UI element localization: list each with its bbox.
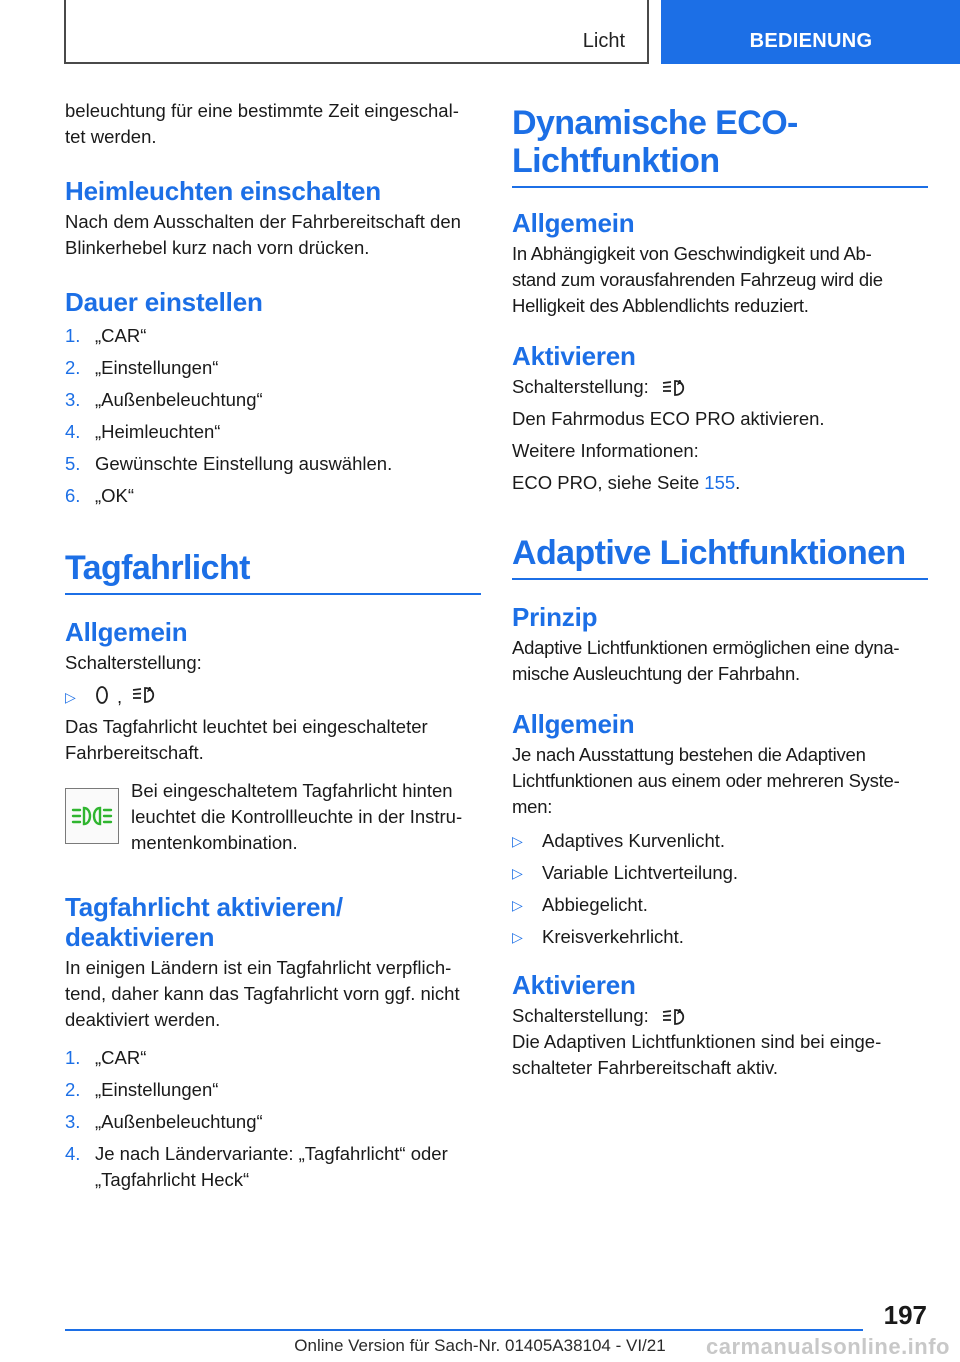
aktivieren-steps xyxy=(65,1045,481,1193)
reference-prefix: ECO PRO, siehe Seite xyxy=(512,472,705,493)
step-number: 4. xyxy=(65,421,81,442)
dauer-steps xyxy=(65,323,481,509)
heading-line: Dynamische ECO- xyxy=(512,104,798,142)
tagfahrlicht-text-1: Das Tagfahrlicht leuchtet bei eingeschalteter xyxy=(65,716,428,737)
adaptive-aktivieren-heading: Aktivieren xyxy=(512,970,636,1000)
note-line-3: mentenkombination. xyxy=(131,832,298,853)
step-text: „Einstellungen“ xyxy=(95,1079,219,1100)
auto-light-icon xyxy=(132,684,158,711)
list-item xyxy=(512,892,928,918)
switch-position-row xyxy=(65,682,481,712)
page-number: 197 xyxy=(883,1300,927,1330)
adaptive-allgemein-text-3: men: xyxy=(512,796,553,817)
bullet-text: Abbiegelicht. xyxy=(542,894,648,915)
adaptive-aktivieren-text-2: schalteter Fahrbereitschaft aktiv. xyxy=(512,1057,778,1078)
step-text: „CAR“ xyxy=(95,1047,147,1068)
bullet-marker: ▷ xyxy=(512,929,523,945)
eco-allgemein-text-3: Helligkeit des Abblendlichts reduziert. xyxy=(512,295,809,316)
list-item xyxy=(512,860,928,886)
eco-heading xyxy=(512,104,928,188)
step-number: 1. xyxy=(65,1047,81,1068)
switch-position-label: Schalterstellung: xyxy=(65,652,202,673)
step-number: 2. xyxy=(65,357,81,378)
reference-suffix: . xyxy=(735,472,741,493)
step-text: „CAR“ xyxy=(95,325,147,346)
tagfahrlicht-aktivieren-heading xyxy=(65,892,481,952)
bullet-marker: ▷ xyxy=(512,865,523,881)
adaptive-bullets xyxy=(512,828,928,950)
list-item xyxy=(65,323,481,349)
eco-allgemein-text-1: In Abhängigkeit von Geschwindigkeit und Ab- xyxy=(512,243,872,264)
page-reference-link[interactable]: 155 xyxy=(704,472,736,493)
intro-line-2: tet werden. xyxy=(65,126,157,147)
step-text: „Einstellungen“ xyxy=(95,357,219,378)
bullet-marker: ▷ xyxy=(512,897,523,913)
step-text-line: Je nach Ländervariante: „Tagfahrlicht“ oder xyxy=(95,1143,448,1164)
aktivieren-text-3: deaktiviert werden. xyxy=(65,1009,221,1030)
heading-line: Tagfahrlicht aktivieren/ xyxy=(65,892,343,922)
indicator-note-text xyxy=(131,778,481,856)
watermark: carmanualsonline.info xyxy=(706,1334,950,1359)
right-column xyxy=(512,104,928,1081)
list-item xyxy=(65,1045,481,1071)
step-text: Gewünschte Einstellung auswählen. xyxy=(95,453,393,474)
list-item xyxy=(65,419,481,445)
footer-rule xyxy=(65,1329,863,1331)
aktivieren-text-2: tend, daher kann das Tagfahrlicht vorn ggf. nicht xyxy=(65,983,460,1004)
list-item xyxy=(65,483,481,509)
prinzip-text-2: mische Ausleuchtung der Fahrbahn. xyxy=(512,663,800,684)
eco-aktivieren-line-1: Den Fahrmodus ECO PRO aktivieren. xyxy=(512,408,825,429)
adaptive-allgemein-heading: Allgemein xyxy=(512,709,635,739)
bullet-marker: ▷ xyxy=(512,833,523,849)
eco-aktivieren-line-2: Weitere Informationen: xyxy=(512,440,699,461)
list-item xyxy=(65,1109,481,1135)
heimleuchten-text-2: Blinkerhebel kurz nach vorn drücken. xyxy=(65,237,370,258)
note-line-1: Bei eingeschaltetem Tagfahrlicht hinten xyxy=(131,780,453,801)
eco-aktivieren-heading: Aktivieren xyxy=(512,341,636,371)
dauer-heading: Dauer einstellen xyxy=(65,287,263,317)
step-text-line: „Tagfahrlicht Heck“ xyxy=(95,1169,250,1190)
tagfahrlicht-allgemein-heading: Allgemein xyxy=(65,617,188,647)
list-item xyxy=(512,828,928,854)
step-text: „Außenbeleuchtung“ xyxy=(95,1111,263,1132)
adaptive-aktivieren-text-1: Die Adaptiven Lichtfunktionen sind bei einge- xyxy=(512,1031,882,1052)
eco-allgemein-text-2: stand zum vorausfahrenden Fahrzeug wird die xyxy=(512,269,883,290)
prinzip-text-1: Adaptive Lichtfunktionen ermöglichen eine dyna- xyxy=(512,637,900,658)
tagfahrlicht-text-2: Fahrbereitschaft. xyxy=(65,742,204,763)
note-line-2: leuchtet die Kontrollleuchte in der Instru- xyxy=(131,806,463,827)
footer-online-version: Online Version für Sach-Nr. 01405A38104 - VI/21 xyxy=(294,1336,666,1355)
auto-light-icon xyxy=(662,1006,688,1028)
adaptive-heading: Adaptive Lichtfunktionen xyxy=(512,534,928,580)
daytime-light-indicator-icon xyxy=(65,788,119,844)
list-item xyxy=(65,451,481,477)
switch-position-label: Schalterstellung: xyxy=(512,376,649,397)
list-item xyxy=(65,355,481,381)
step-number: 3. xyxy=(65,1111,81,1132)
indicator-note xyxy=(65,778,481,856)
bullet-text: Adaptives Kurvenlicht. xyxy=(542,830,726,851)
header-chapter-tab xyxy=(661,0,960,64)
step-number: 4. xyxy=(65,1143,81,1164)
step-number: 2. xyxy=(65,1079,81,1100)
list-item xyxy=(65,387,481,413)
heading-line: deaktivieren xyxy=(65,922,215,952)
bullet-marker: ▷ xyxy=(65,688,76,705)
intro-line-1: beleuchtung für eine bestimmte Zeit eingeschal- xyxy=(65,100,459,121)
step-text: „OK“ xyxy=(95,485,135,506)
list-item xyxy=(512,924,928,950)
tagfahrlicht-heading: Tagfahrlicht xyxy=(65,549,481,595)
heading-line: Lichtfunktion xyxy=(512,142,720,180)
adaptive-switch-line xyxy=(512,1003,928,1029)
header-chapter-label: BEDIENUNG xyxy=(749,30,873,52)
switch-separator: , xyxy=(117,686,123,707)
left-column xyxy=(65,98,481,1199)
list-item xyxy=(65,1077,481,1103)
aktivieren-text-1: In einigen Ländern ist ein Tagfahrlicht verpflich- xyxy=(65,957,452,978)
step-text: „Außenbeleuchtung“ xyxy=(95,389,263,410)
step-number: 3. xyxy=(65,389,81,410)
adaptive-allgemein-text-2: Lichtfunktionen aus einem oder mehreren Syste- xyxy=(512,770,900,791)
step-number: 6. xyxy=(65,485,81,506)
bullet-text: Kreisverkehrlicht. xyxy=(542,926,684,947)
step-number: 5. xyxy=(65,453,81,474)
svg-text:A: A xyxy=(147,685,153,694)
switch-position-label: Schalterstellung: xyxy=(512,1005,649,1026)
step-text xyxy=(95,1141,481,1193)
svg-text:A: A xyxy=(676,379,683,388)
eco-aktivieren-line-3 xyxy=(512,470,928,496)
step-text: „Heimleuchten“ xyxy=(95,421,221,442)
step-number: 1. xyxy=(65,325,81,346)
list-item xyxy=(65,1141,481,1193)
eco-allgemein-heading: Allgemein xyxy=(512,208,635,238)
auto-light-icon xyxy=(662,377,688,399)
heimleuchten-text-1: Nach dem Ausschalten der Fahrbereitschaft den xyxy=(65,211,461,232)
svg-text:A: A xyxy=(676,1008,683,1017)
heimleuchten-heading: Heimleuchten einschalten xyxy=(65,176,381,206)
adaptive-allgemein-text-1: Je nach Ausstattung bestehen die Adaptiven xyxy=(512,744,866,765)
switch-off-icon xyxy=(95,685,109,710)
eco-switch-line xyxy=(512,374,928,400)
header-section-title: Licht xyxy=(582,30,625,52)
header-section-box xyxy=(64,0,649,64)
prinzip-heading: Prinzip xyxy=(512,602,598,632)
bullet-text: Variable Lichtverteilung. xyxy=(542,862,739,883)
